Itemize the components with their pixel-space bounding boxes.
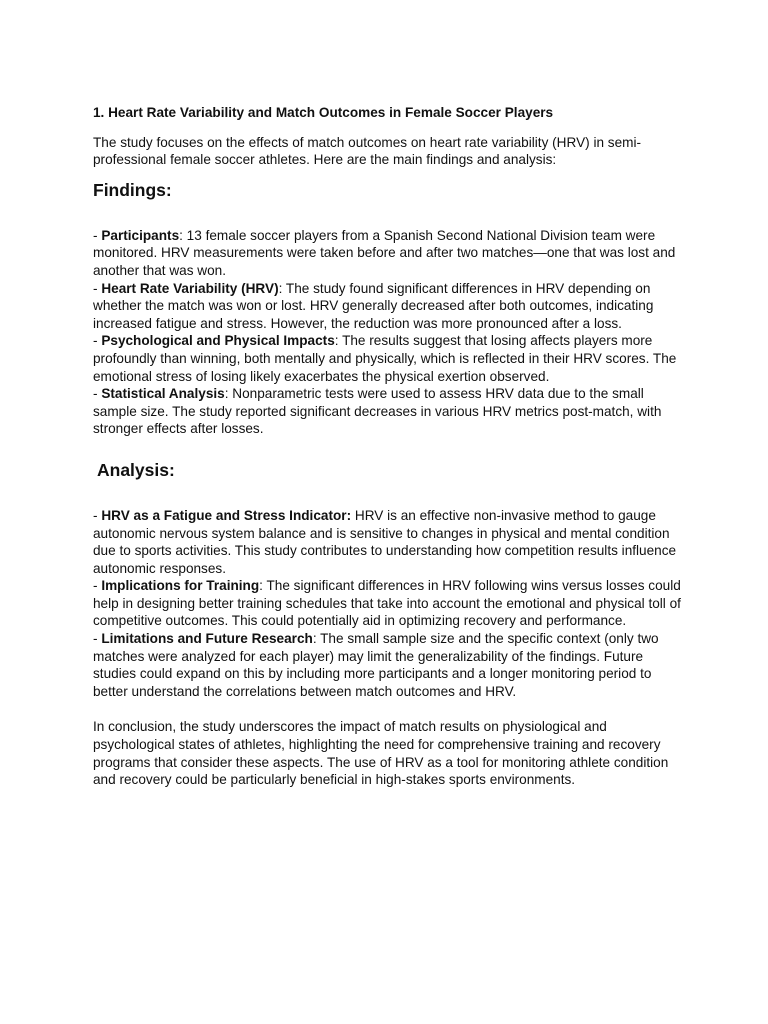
- finding-term: Heart Rate Variability (HRV): [101, 280, 279, 296]
- findings-heading: Findings:: [93, 179, 172, 200]
- analysis-item: [93, 577, 683, 630]
- document-body: [93, 104, 683, 789]
- finding-item: [93, 280, 683, 333]
- finding-term: Psychological and Physical Impacts: [101, 333, 335, 349]
- analysis-text: HRV is an effective non-invasive method to gauge autonomic nervous system balance and is sensitive to changes in physical and mental condition due to sports activities. This study contributes to understanding how competition results influence autonomic responses.: [93, 507, 677, 576]
- analysis-text: : The significant differences in HRV following wins versus losses could help in designing better training schedules that take into account the emotional and physical toll of competitive outcomes. This could potentially aid in optimizing recovery and performance.: [93, 578, 681, 629]
- finding-item: [93, 332, 683, 385]
- finding-term: Statistical Analysis: [101, 386, 225, 402]
- finding-text: : 13 female soccer players from a Spanish Second National Division team were monitored. HRV measurements were taken before and after two matches—one that was lost and another that was won.: [93, 227, 676, 278]
- analysis-term: Implications for Training: [101, 578, 260, 594]
- analysis-text: : The small sample size and the specific context (only two matches were analyzed for each player) may limit the generalizability of the findings. Future studies could expand on this by including more participants and a longer monitoring period to better understand the correlations between match outcomes and HRV.: [93, 631, 659, 699]
- document-title: 1. Heart Rate Variability and Match Outcomes in Female Soccer Players: [93, 105, 554, 120]
- conclusion-paragraph: In conclusion, the study underscores the impact of match results on physiological and psychological states of athletes, highlighting the need for comprehensive training and recovery programs that consider these aspects. The use of HRV as a tool for monitoring athlete condition and recovery could be particularly beneficial in high-stakes sports environments.: [93, 719, 669, 788]
- item-prefix: -: [93, 631, 102, 647]
- analysis-item: [93, 507, 683, 577]
- finding-text: : The study found significant differences in HRV depending on whether the match was won or lost. HRV generally decreased after both outcomes, indicating increased fatigue and stress. However, the reduction was more pronounced after a loss.: [93, 280, 654, 331]
- analysis-list: [93, 507, 683, 701]
- finding-item: [93, 385, 683, 438]
- finding-text: : Nonparametric tests were used to assess HRV data due to the small sample size. The study reported significant decreases in various HRV metrics post-match, with stronger effects after losses.: [93, 386, 662, 437]
- item-prefix: -: [93, 280, 102, 296]
- finding-text: : The results suggest that losing affects players more profoundly than winning, both mentally and physically, which is reflected in their HRV scores. The emotional stress of losing likely exacerbates the physical exertion observed.: [93, 333, 677, 384]
- item-prefix: -: [93, 227, 102, 243]
- finding-term: Participants: [101, 227, 180, 243]
- analysis-term: Limitations and Future Research: [101, 631, 313, 647]
- item-prefix: -: [93, 333, 102, 349]
- finding-item: [93, 227, 683, 280]
- analysis-item: [93, 630, 683, 700]
- analysis-heading: Analysis:: [97, 459, 175, 480]
- item-prefix: -: [93, 507, 102, 523]
- analysis-term: HRV as a Fatigue and Stress Indicator:: [101, 507, 352, 523]
- item-prefix: -: [93, 386, 102, 402]
- intro-paragraph: The study focuses on the effects of match outcomes on heart rate variability (HRV) in semi-professional female soccer athletes. Here are the main findings and analysis:: [93, 134, 642, 168]
- item-prefix: -: [93, 578, 102, 594]
- findings-list: [93, 227, 683, 438]
